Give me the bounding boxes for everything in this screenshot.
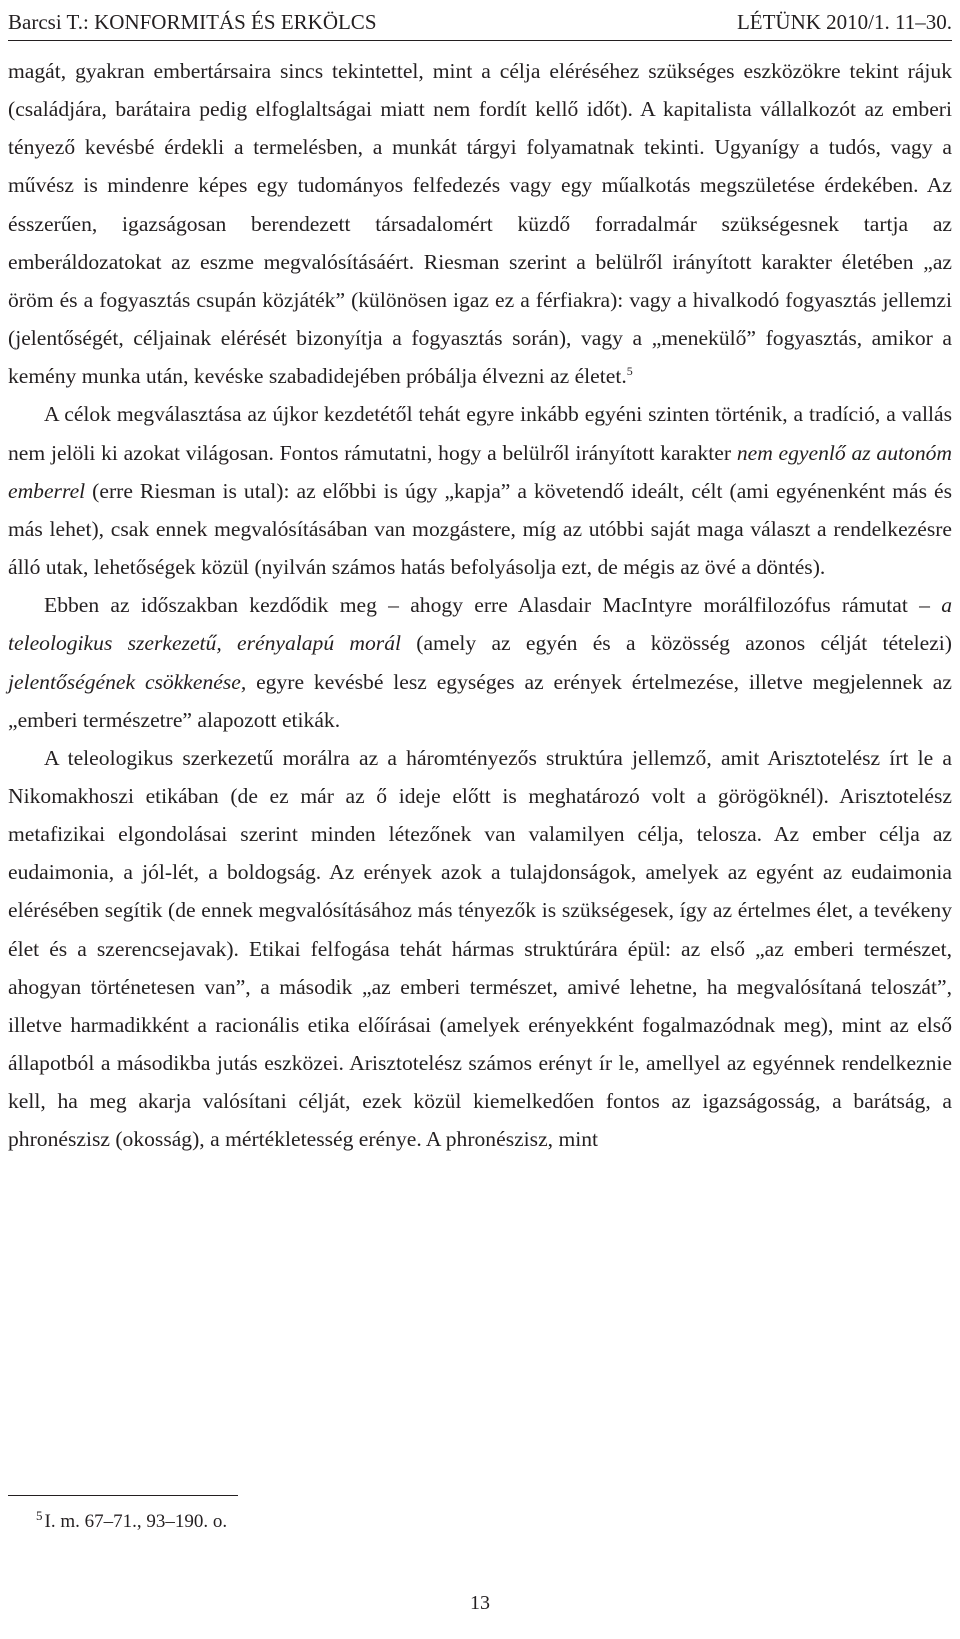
footnote-reference: 5 [626, 364, 633, 379]
paragraph [8, 739, 952, 1159]
running-header [8, 6, 952, 38]
italic-text: a teleologikus szerkezetű, erényalapú morál [8, 593, 952, 656]
paragraph [8, 395, 952, 586]
text-run: magát, gyakran embertársaira sincs tekintettel, mint a célja eléréséhez szükséges eszközökre tekint rájuk (családjára, barátaira pedig elfoglaltságai miatt nem fordít kellő időt). A kapitalista vállalkozót az emberi tényező kevésbé érdekli a termelésben, a munkát tárgyi folyamatnak tekinti. Ugyanígy a tudós, vagy a művész is mindenre képes egy tudományos felfedezés vagy egy műalkotás megszületése érdekében. Az ésszerűen, igazságosan berendezett társadalomért küzdő forradalmár szükségesnek tartja az emberáldozatokat az eszme megvalósításáért. Riesman szerint a belülről irányított karakter életében „az öröm és a fogyasztás csupán közjáték” (különösen igaz ez a férfiakra): vagy a hivalkodó fogyasztás jellemzi (jelentőségét, céljainak elérését bizonyítja a fogyasztás során), vagy a „menekülő” fogyasztás, amikor a kemény munka után, kevéske szabadidejében próbálja élvezni az életet. [8, 59, 952, 389]
page-number: 13 [470, 1592, 490, 1614]
footnote-mark: 5 [36, 1507, 43, 1523]
header-rule [8, 40, 952, 41]
text-run: A célok megválasztása az újkor kezdetétől tehát egyre inkább egyéni szinten történik, a tradíció, a vallás nem jelöli ki azokat világosan. Fontos rámutatni, hogy a belülről irányított karakter [8, 402, 952, 465]
footnote-text: I. m. 67–71., 93–190. o. [44, 1511, 228, 1532]
text-run: (amely az egyén és a közösség azonos célját tételezi) [401, 631, 952, 656]
running-header-left: Barcsi T.: KONFORMITÁS ÉS ERKÖLCS [8, 9, 377, 34]
text-run: (erre Riesman is utal): az előbbi is úgy „kapja” a követendő ideált, célt (ami egyénenként más és más lehet), csak ennek megvalósításában van mozgástere, míg az utóbbi saját maga választ a rendelkezésre álló utak, lehetőségek közül (nyilván számos hatás befolyásolja ezt, de mégis az övé a döntés). [8, 478, 952, 580]
footnote [36, 1509, 227, 1535]
text-run: A teleologikus szerkezetű morálra az a háromtényezős struktúra jellemző, amit Arisztotelész írt le a Nikomakhoszi etikában (de ez már az ő ideje előtt is meghatározó volt a görögöknél). Arisztotelész metafizikai elgondolásai szerint minden létezőnek van valamilyen célja, telosza. Az ember célja az eudaimonia, a jól-lét, a boldogság. Az erények azok a tulajdonságok, amelyek az egyént az eudaimonia elérésében segítik (de ennek megvalósításához más tényezők is szükségesek, így az értelmes élet, a tevékeny élet és a szerencsejavak). Etikai felfogása tehát hármas struktúrára épül: az első „az emberi természet, ahogyan történetesen van”, a második „az emberi természet, amivé lehetne, ha megvalósítaná teloszát”, illetve harmadikként a racionális etika előírásai (amelyek erényekként fogalmazódnak meg), mint az első állapotból a másodikba jutás eszközei. Arisztotelész számos erényt ír le, amellyel az egyénnek rendelkeznie kell, ha meg akarja valósítani célját, ezek közül kiemelkedően fontos az igazságosság, a barátság, a phronészisz (okosság), a mértékletesség erénye. A phronészisz, mint [8, 745, 952, 1152]
footnote-rule [8, 1495, 238, 1496]
italic-text: jelentőségének csökkenése, [8, 669, 247, 694]
body-text [8, 52, 952, 1159]
paragraph [8, 52, 952, 395]
italic-text: nem egyenlő az autonóm emberrel [8, 440, 953, 503]
text-run: egyre kevésbé lesz egységes az erények értelmezése, illetve megjelennek az „emberi természetre” alapozott etikák. [8, 669, 952, 732]
running-header-right: LÉTÜNK 2010/1. 11–30. [736, 9, 952, 34]
text-run: Ebben az időszakban kezdődik meg – ahogy erre Alasdair MacIntyre morálfilozófus rámutat – [44, 593, 942, 618]
paragraph [8, 586, 952, 739]
